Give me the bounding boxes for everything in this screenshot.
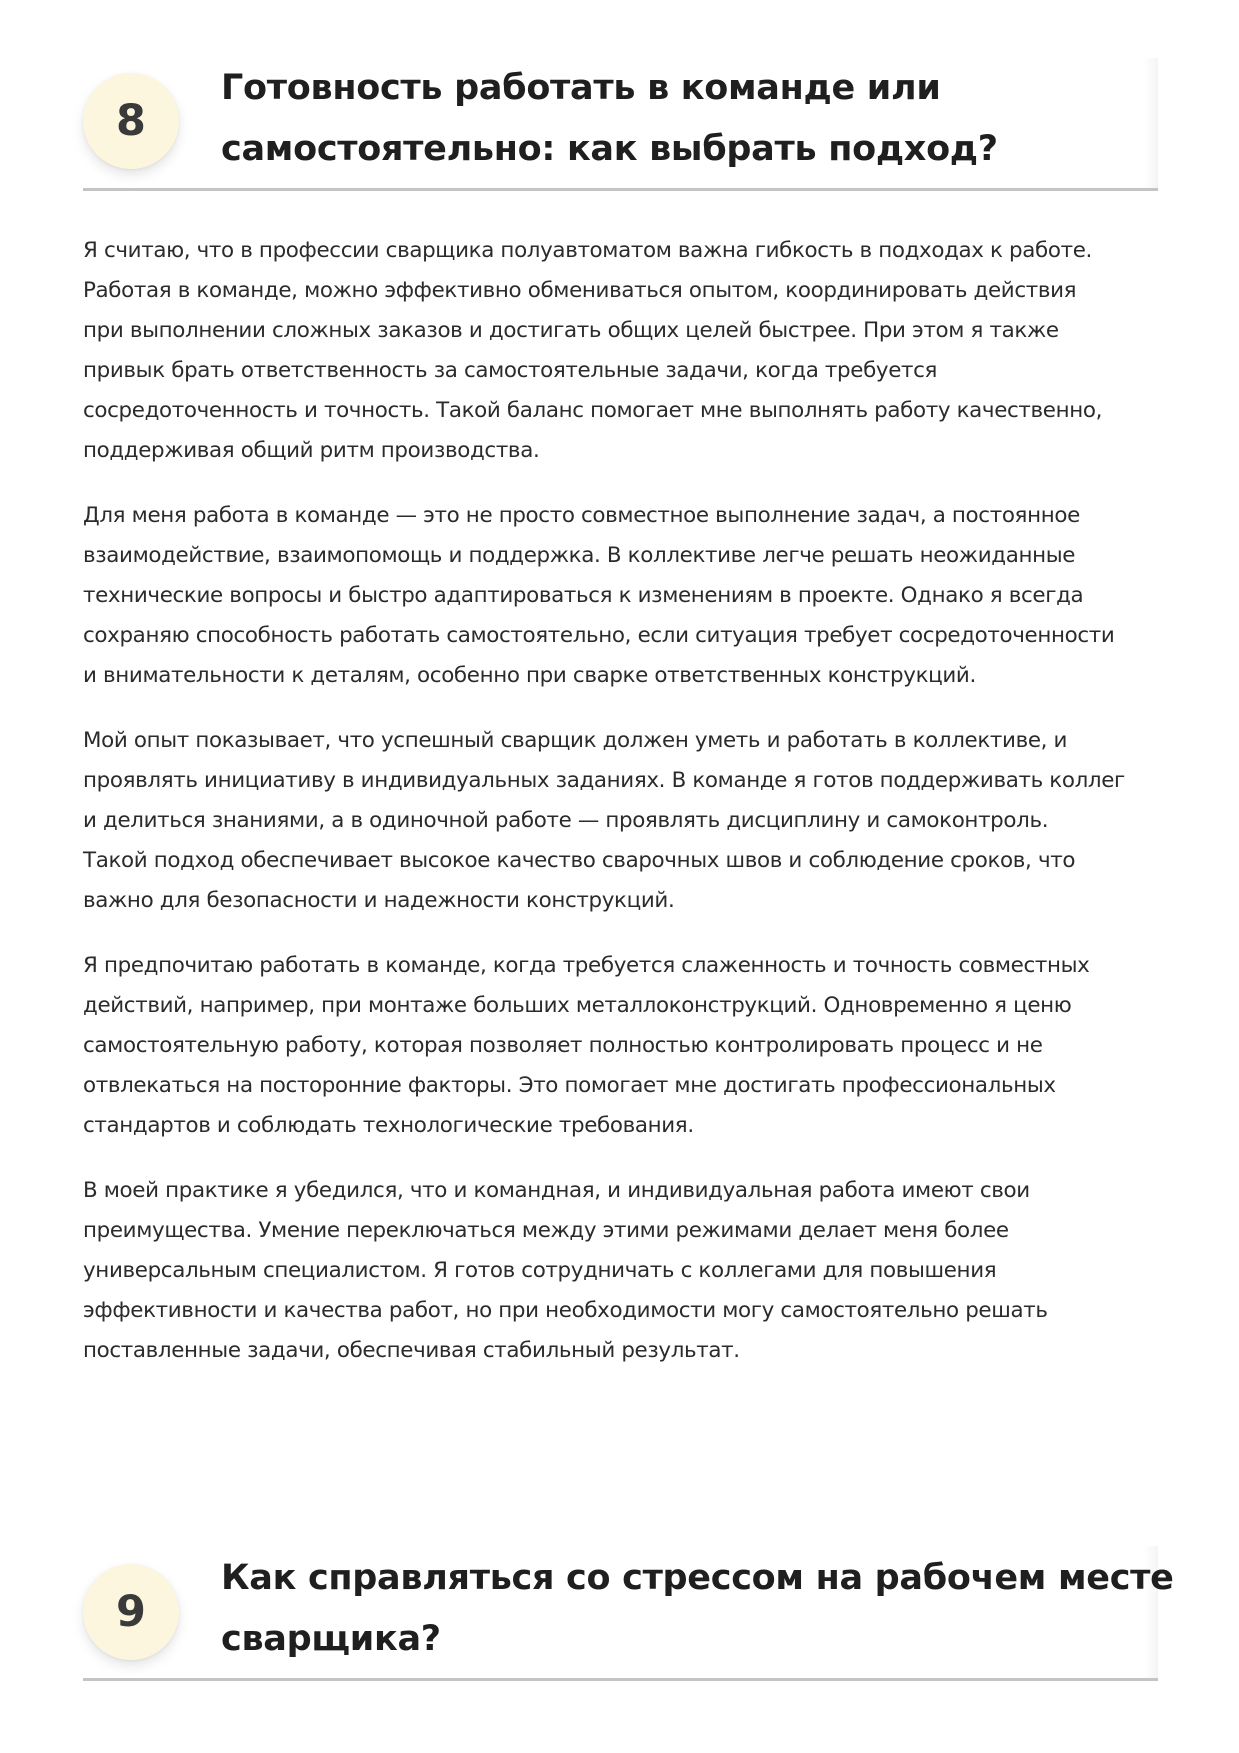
text-line: Такой подход обеспечивает высокое качество сварочных швов и соблюдение сроков, что (83, 848, 1076, 873)
paragraph (83, 1171, 1163, 1371)
paragraph (83, 496, 1163, 696)
text-line: при выполнении сложных заказов и достигать общих целей быстрее. При этом я также (83, 318, 1059, 343)
section-number: 9 (116, 1587, 146, 1637)
text-line: сохраняю способность работать самостоятельно, если ситуация требует сосредоточенности (83, 623, 1115, 648)
text-line: Я предпочитаю работать в команде, когда требуется слаженность и точность совместных (83, 953, 1090, 978)
text-line: сосредоточенность и точность. Такой баланс помогает мне выполнять работу качественно, (83, 398, 1103, 423)
text-line: важно для безопасности и надежности конструкций. (83, 888, 675, 913)
text-line: и делиться знаниями, а в одиночной работе — проявлять дисциплину и самоконтроль. (83, 808, 1049, 833)
section-title-line: Готовность работать в команде или (221, 68, 941, 108)
text-line: отвлекаться на посторонние факторы. Это помогает мне достигать профессиональных (83, 1073, 1056, 1098)
section-title (221, 58, 998, 180)
section-9-header (83, 1546, 1174, 1681)
text-line: преимущества. Умение переключаться между этими режимами делает меня более (83, 1218, 1009, 1243)
section-title-line: сварщика? (221, 1619, 441, 1659)
text-line: поддерживая общий ритм производства. (83, 438, 540, 463)
text-line: самостоятельную работу, которая позволяет полностью контролировать процесс и не (83, 1033, 1043, 1058)
text-line: взаимодействие, взаимопомощь и поддержка. В коллективе легче решать неожиданные (83, 543, 1076, 568)
section-8-header (83, 58, 1158, 191)
text-line: поставленные задачи, обеспечивая стабильный результат. (83, 1338, 740, 1363)
text-line: проявлять инициативу в индивидуальных заданиях. В команде я готов поддерживать коллег (83, 768, 1125, 793)
text-line: Работая в команде, можно эффективно обмениваться опытом, координировать действия (83, 278, 1077, 303)
section-number: 8 (116, 96, 146, 146)
section-8-body (83, 231, 1163, 1396)
text-line: В моей практике я убедился, что и командная, и индивидуальная работа имеют свои (83, 1178, 1030, 1203)
paragraph (83, 946, 1163, 1146)
text-line: эффективности и качества работ, но при необходимости могу самостоятельно решать (83, 1298, 1048, 1323)
section-title (221, 1548, 1174, 1670)
text-line: Для меня работа в команде — это не просто совместное выполнение задач, а постоянное (83, 503, 1080, 528)
text-line: универсальным специалистом. Я готов сотрудничать с коллегами для повышения (83, 1258, 997, 1283)
text-line: Я считаю, что в профессии сварщика полуавтоматом важна гибкость в подходах к работе. (83, 238, 1092, 263)
section-number-badge (83, 1564, 179, 1660)
paragraph (83, 721, 1163, 921)
paragraph (83, 231, 1163, 471)
section-title-line: самостоятельно: как выбрать подход? (221, 129, 998, 169)
text-line: стандартов и соблюдать технологические требования. (83, 1113, 694, 1138)
text-line: Мой опыт показывает, что успешный сварщик должен уметь и работать в коллективе, и (83, 728, 1068, 753)
text-line: и внимательности к деталям, особенно при сварке ответственных конструкций. (83, 663, 976, 688)
text-line: привык брать ответственность за самостоятельные задачи, когда требуется (83, 358, 938, 383)
text-line: действий, например, при монтаже больших металлоконструкций. Одновременно я ценю (83, 993, 1072, 1018)
section-number-badge (83, 73, 179, 169)
section-title-line: Как справляться со стрессом на рабочем месте (221, 1558, 1174, 1598)
text-line: технические вопросы и быстро адаптироваться к изменениям в проекте. Однако я всегда (83, 583, 1084, 608)
